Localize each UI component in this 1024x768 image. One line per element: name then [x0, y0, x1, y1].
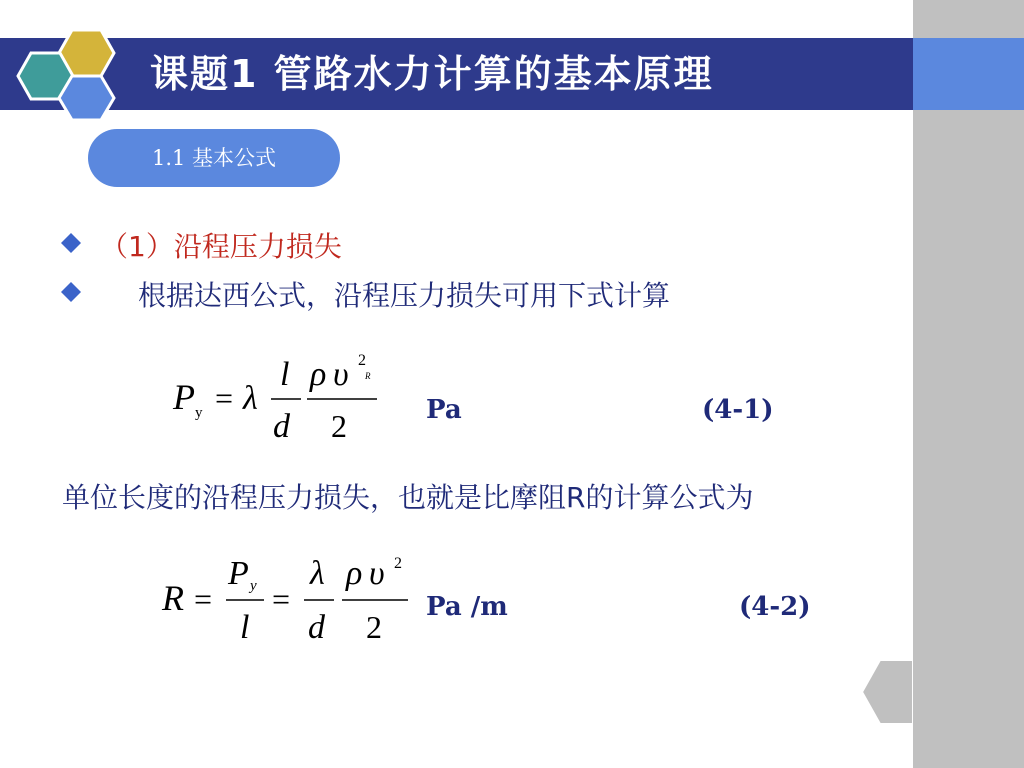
svg-text:λ: λ: [243, 380, 258, 417]
equation-number: (4-1): [702, 395, 774, 425]
svg-text:ρ: ρ: [310, 356, 327, 393]
statement-text: 单位长度的沿程压力损失，也就是比摩阻R的计算公式为: [62, 481, 754, 514]
side-panel: [913, 0, 1024, 768]
svg-text:y: y: [250, 578, 257, 594]
svg-text:l: l: [280, 356, 290, 393]
svg-text:υ: υ: [369, 555, 385, 592]
svg-text:l: l: [240, 609, 250, 646]
title-bar-accent: [913, 38, 1024, 110]
unit-label: Pa /m: [426, 592, 508, 622]
svg-text:=: =: [215, 380, 234, 416]
svg-text:υ: υ: [333, 356, 349, 393]
unit-label: Pa: [426, 395, 462, 425]
section-badge: 1.1 基本公式: [88, 129, 340, 187]
svg-text:2: 2: [394, 555, 402, 572]
svg-text:=: =: [194, 581, 213, 617]
svg-text:R: R: [365, 371, 371, 381]
formula-specific-friction: [160, 548, 420, 648]
slide-title: 课题1 管路水力计算的基本原理: [150, 52, 714, 96]
svg-text:=: =: [272, 581, 291, 617]
diamond-bullet-icon: [60, 281, 82, 303]
svg-text:2: 2: [331, 408, 347, 444]
svg-text:P: P: [228, 555, 249, 592]
svg-text:d: d: [308, 609, 325, 646]
nav-arrow-icon[interactable]: [862, 660, 913, 724]
hexagon-cluster: [14, 28, 124, 120]
bullet-text: 根据达西公式，沿程压力损失可用下式计算: [138, 279, 671, 312]
bullet-heading: （1）沿程压力损失: [100, 230, 342, 263]
diamond-bullet-icon: [60, 232, 82, 254]
formula-darcy: [165, 345, 395, 445]
svg-text:P: P: [173, 377, 195, 417]
svg-text:R: R: [162, 578, 184, 618]
equation-number: (4-2): [739, 592, 811, 622]
svg-text:λ: λ: [310, 555, 325, 592]
svg-text:y: y: [195, 405, 203, 421]
svg-text:ρ: ρ: [346, 555, 363, 592]
hexagon-blue-icon: [59, 76, 114, 120]
svg-text:d: d: [273, 408, 290, 445]
svg-text:2: 2: [358, 352, 366, 369]
svg-text:2: 2: [366, 609, 382, 645]
